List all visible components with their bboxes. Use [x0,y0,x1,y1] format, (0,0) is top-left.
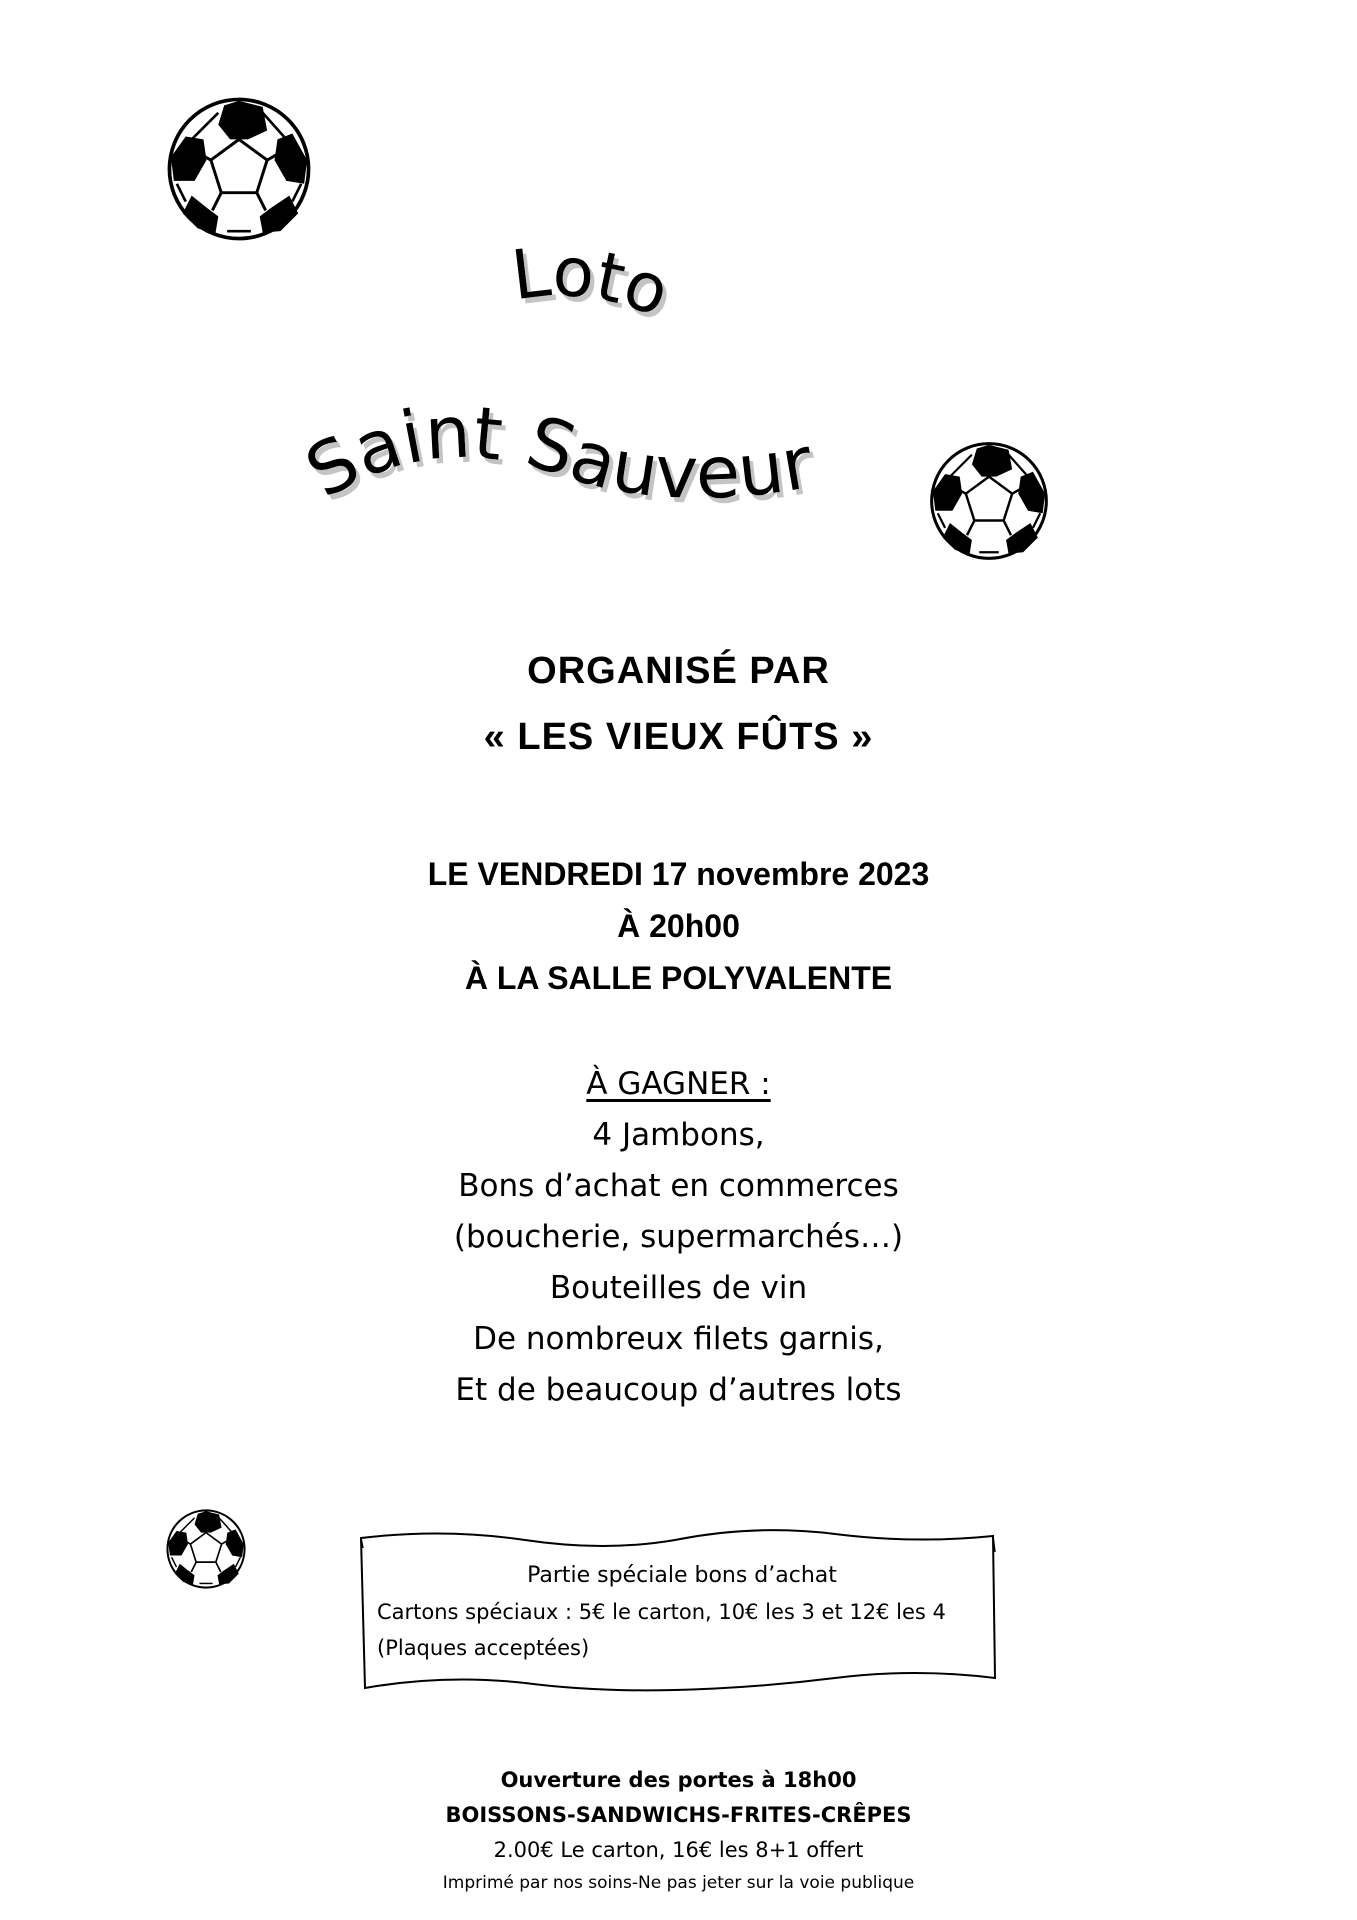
organizer-block [0,638,1357,770]
footer-block [0,1763,1357,1898]
prize-item: Bouteilles de vin [549,1270,808,1306]
prize-item: Et de beaucoup d’autres lots [455,1372,902,1408]
title-line-2: Saint Sauveur [292,389,819,516]
soccer-ball-icon [165,1508,247,1590]
event-time: À 20h00 [617,908,740,944]
prize-item: (boucherie, supermarchés…) [453,1219,904,1255]
banner-text [377,1558,987,1666]
organizer-name: « LES VIEUX FÛTS » [483,716,874,758]
print-notice: Imprimé par nos soins-Ne pas jeter sur la voie publique [442,1873,915,1893]
special-heading: Partie spéciale bons d’achat [527,1563,837,1588]
refreshments: BOISSONS-SANDWICHS-FRITES-CRÊPES [445,1803,912,1827]
special-game-banner [355,1518,1000,1703]
event-details [0,848,1357,1004]
title-line-1: Loto [507,240,679,333]
prize-item: 4 Jambons, [592,1117,765,1153]
prizes-block [0,1058,1357,1416]
poster-title [0,240,1357,560]
event-place: À LA SALLE POLYVALENTE [464,960,893,996]
card-price: 2.00€ Le carton, 16€ les 8+1 offert [493,1838,864,1862]
soccer-ball-icon [165,95,313,243]
prize-item: De nombreux filets garnis, [473,1321,884,1357]
prizes-heading: À GAGNER : [586,1066,771,1102]
special-cards: Cartons spéciaux : 5€ le carton, 10€ les 3 et 12€ les 4 [377,1600,946,1624]
doors-opening: Ouverture des portes à 18h00 [500,1768,857,1792]
special-plates: (Plaques acceptées) [377,1636,590,1660]
event-date: LE VENDREDI 17 novembre 2023 [427,856,930,892]
prize-item: Bons d’achat en commerces [458,1168,899,1204]
organizer-label: ORGANISÉ PAR [527,650,830,692]
